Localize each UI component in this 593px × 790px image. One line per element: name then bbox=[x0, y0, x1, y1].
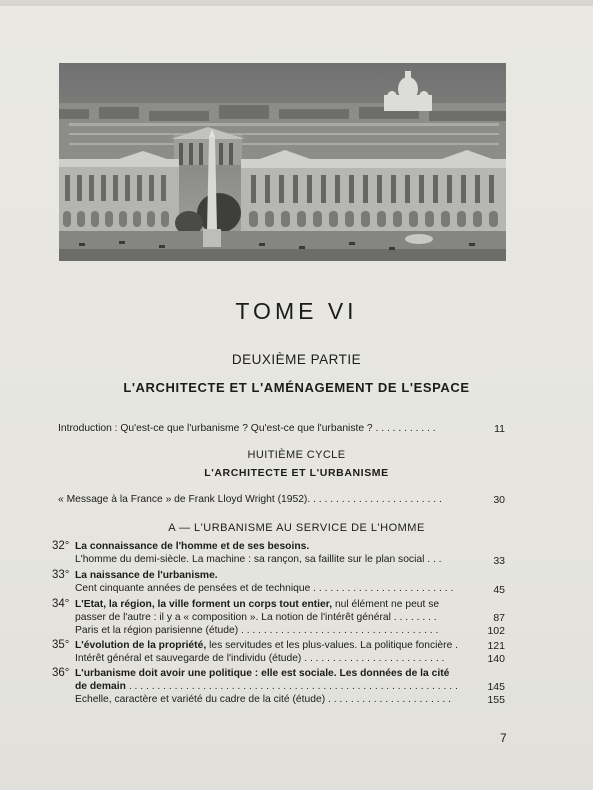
chapter-line: Paris et la région parisienne (étude) . . . . . . . . . . . . . . . . . . . . . . . . . . . . . . . . . . . bbox=[75, 625, 439, 636]
chapter-page: 33 bbox=[493, 555, 505, 567]
chapter-title-cont: de demain bbox=[75, 681, 126, 692]
toc-entry-message bbox=[58, 494, 442, 505]
chapter-line bbox=[75, 681, 458, 692]
photo-place-de-la-concorde bbox=[59, 63, 506, 261]
chapter-title: L'urbanisme doit avoir une politique : elle est sociale. Les données de la cité bbox=[75, 668, 450, 679]
chapter-line: Echelle, caractère et variété du cadre de la cité (étude) . . . . . . . . . . . . . . . . . . . . . . bbox=[75, 694, 451, 705]
chapter-number: 36° bbox=[52, 667, 70, 679]
toc-entry-page: 11 bbox=[494, 423, 505, 435]
chapter-page: 45 bbox=[493, 584, 505, 596]
chapter-title-rest: nul élément ne peut se bbox=[334, 599, 440, 610]
chapter-title: L'évolution de la propriété, bbox=[75, 640, 207, 651]
toc-entry-leader: . . . . . . . . . . . bbox=[372, 423, 436, 434]
chapter-page: 121 bbox=[487, 640, 505, 652]
chapter-title: L'Etat, la région, la ville forment un corps tout entier, bbox=[75, 599, 333, 610]
chapter-page: 102 bbox=[487, 625, 505, 637]
toc-entry-leader: . . . . . . . . . . . . . . . . . . . . . . . . bbox=[307, 494, 442, 505]
part-label: DEUXIÈME PARTIE bbox=[231, 352, 362, 367]
page-number: 7 bbox=[500, 731, 507, 745]
chapter-line: passer de l'autre : il y a « composition ». La notion de l'intérêt général . . . . . . . . bbox=[75, 612, 437, 623]
chapter-number: 35° bbox=[52, 639, 70, 651]
toc-entry-text: Introduction : Qu'est-ce que l'urbanisme ? Qu'est-ce que l'urbaniste ? bbox=[58, 423, 373, 434]
chapter-page: 145 bbox=[487, 681, 505, 693]
chapter-number: 33° bbox=[52, 569, 70, 581]
chapter-title: La connaissance de l'homme et de ses besoins. bbox=[75, 541, 310, 552]
chapter-line: L'homme du demi-siècle. La machine : sa rançon, sa faillite sur le plan social . . . bbox=[75, 554, 442, 565]
chapter-line: Intérêt général et sauvegarde de l'individu (étude) . . . . . . . . . . . . . . . . . . . . . . . . . bbox=[75, 653, 445, 664]
chapter-number: 34° bbox=[52, 598, 70, 610]
section-heading: A — L'URBANISME AU SERVICE DE L'HOMME bbox=[168, 522, 425, 534]
chapter-title-line bbox=[75, 640, 458, 651]
chapter-title: La naissance de l'urbanisme. bbox=[75, 570, 218, 581]
toc-entry-text: « Message à la France » de Frank Lloyd Wright (1952) bbox=[58, 494, 308, 505]
chapter-page: 155 bbox=[487, 694, 505, 706]
chapter-line: Cent cinquante années de pensées et de technique . . . . . . . . . . . . . . . . . . . . . . . . . bbox=[75, 583, 454, 594]
cycle-label: HUITIÈME CYCLE bbox=[247, 449, 346, 461]
part-title: L'ARCHITECTE ET L'AMÉNAGEMENT DE L'ESPACE bbox=[123, 380, 470, 395]
cycle-title: L'ARCHITECTE ET L'URBANISME bbox=[204, 467, 389, 479]
chapter-title-line bbox=[75, 599, 439, 610]
tome-title: TOME VI bbox=[235, 298, 358, 324]
chapter-page: 140 bbox=[487, 653, 505, 665]
chapter-page: 87 bbox=[493, 612, 505, 624]
book-page bbox=[0, 6, 593, 790]
chapter-number: 32° bbox=[52, 540, 70, 552]
toc-entry-leader: . . . . . . . . . . . . . . . . . . . . . . . . . . . . . . . . . . . . . . . . . . . . . . . . . . . . . . . . . . bbox=[128, 681, 458, 692]
toc-entry-introduction bbox=[58, 423, 436, 434]
chapter-title-rest: les servitudes et les plus-values. La politique foncière . bbox=[209, 640, 459, 651]
toc-entry-page: 30 bbox=[493, 494, 505, 506]
